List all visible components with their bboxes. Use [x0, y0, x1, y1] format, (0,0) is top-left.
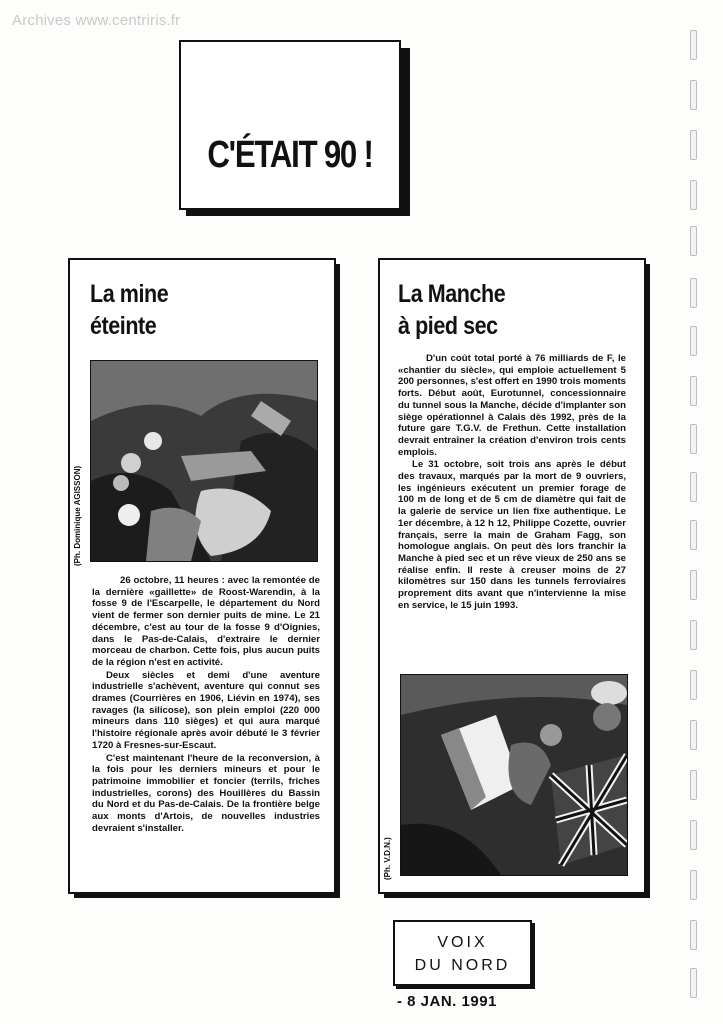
title-box: [179, 40, 401, 210]
article-mine-body: [92, 575, 320, 835]
article-manche: [378, 258, 646, 894]
newspaper-stamp: [393, 920, 532, 986]
headline-line-1: La mine: [90, 280, 169, 308]
paragraph: C'est maintenant l'heure de la reconversion, à la fois pour les derniers mineurs et pour le patrimoine immobilier et foncier (terrils, friches industrielles, corons) des Houillères du Bassin du Nord et du Pas-de-Calais. De la frontière belge aux monts d'Artois, de nouvelles industries devraient s'installer.: [92, 752, 320, 834]
stamp-line-1: VOIX: [437, 934, 488, 951]
article-mine-headline: [90, 278, 168, 342]
article-manche-body: [398, 353, 626, 612]
headline-line-1: La Manche: [398, 280, 506, 308]
paragraph: Deux siècles et demi d'une aventure industrielle s'achèvent, aventure qui connut ses drames (Courrières en 1906, Liévin en 1974), ses ravages (la silicose), son plein emploi (220 000 mineurs dans 110 sièges) et qui aura marqué l'histoire régionale après avoir débuté le 3 février 1720 à Fresnes-sur-Escaut.: [92, 669, 320, 751]
stamp-line-2: DU NORD: [414, 957, 511, 974]
paragraph: 26 octobre, 11 heures : avec la remontée de la dernière «gaillette» de Roost-Warendin, à la fosse 9 de l'Escarpelle, le département du Nord vient de fermer son dernier puits de mine. Le 21 décembre, c'est au tour de la fosse 9 d'Oignies, dans le Pas-de-Calais, d'extraire le dernier morceau de charbon. Cette fois, plus aucun puits de la région n'est en activité.: [92, 575, 320, 668]
photo-credit: (Ph. Dominique AGISSON): [73, 465, 82, 566]
page-title: C'ÉTAIT 90 !: [207, 134, 373, 176]
archive-watermark: Archives www.centriris.fr: [12, 12, 181, 29]
miner-photo: [90, 360, 318, 562]
article-mine: [68, 258, 336, 894]
photo-credit: (Ph. V.D.N.): [383, 837, 392, 880]
tunnel-photo: [400, 674, 628, 876]
headline-line-2: à pied sec: [398, 312, 498, 340]
publication-date: - 8 JAN. 1991: [397, 993, 497, 1010]
paragraph: Le 31 octobre, soit trois ans après le début des travaux, marqués par la mort de 9 ouvriers, les ingénieurs exécutent un premier forage de 100 m de long et de 5 cm de diamètre qui fait de la galerie de service un lien fixe authentique. Le 1er décembre, à 12 h 12, Philippe Cozette, ouvrier français, serre la main de Graham Fagg, son homologue anglais. On peut dès lors franchir la Manche à pied sec et un rêve vieux de 250 ans se réalise enfin. Il reste à creuser moins de 27 kilomètres sur 150 dans les tunnels ferroviaires proprement dits avant que n'intervienne la mise en service, le 15 juin 1993.: [398, 459, 626, 611]
headline-line-2: éteinte: [90, 312, 157, 340]
paragraph: D'un coût total porté à 76 milliards de F, le «chantier du siècle», qui emploie actuellement 5 200 personnes, s'est offert en 1990 trois moments forts. Début août, Eurotunnel, concessionnaire du tunnel sous la Manche, décide d'implanter son siège opérationnel à Calais dès 1992, près de la future gare T.G.V. de Frethun. Cette installation devrait entraîner la création d'environ trois cents emplois.: [398, 353, 626, 458]
article-manche-headline: [398, 278, 505, 342]
